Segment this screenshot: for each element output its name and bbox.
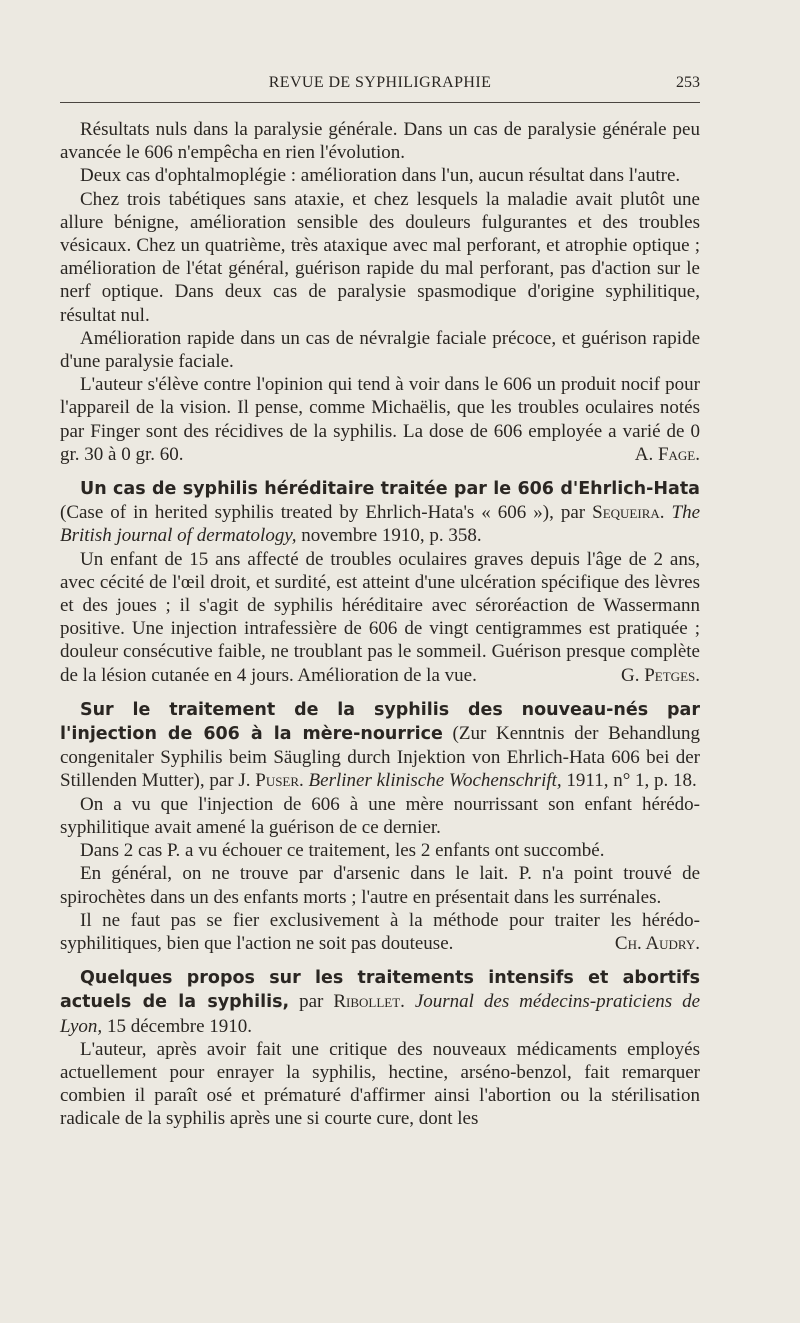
- page-body: [60, 118, 700, 1131]
- article-text: [60, 548, 700, 687]
- article-subtitle: par: [299, 991, 324, 1013]
- article-title: Un cas de syphilis héréditaire traitée par le 606 d'Ehrlich-Hata: [80, 479, 700, 500]
- article-date: 1911, n° 1, p. 18.: [566, 770, 697, 792]
- article-journal: Berliner klinische Wochenschrift,: [308, 770, 562, 792]
- article-journal: The British journal of dermatology,: [60, 502, 701, 547]
- article-title: Sur le traitement de la syphilis des nouveau-nés par l'injection de 606 à la mère-nourrice: [60, 699, 700, 745]
- paragraph-text: Un enfant de 15 ans affecté de troubles oculaires graves depuis l'âge de 2 ans, avec cécité de l'œil droit, et surdité, est atteint d'une ulcération spécifique des lèvres et des joues ; il s'agit de syphilis héréditaire avec séroréaction de Wassermann positive. Une injection intrafessière de 606 de vingt centigrammes est pratiquée ; douleur consécutive faible, ne troublant pas le sommeil. Guérison presque complète de la lésion cutanée en 4 jours. Amélioration de la vue.: [60, 548, 700, 686]
- paragraph-text: L'auteur s'élève contre l'opinion qui tend à voir dans le 606 un produit nocif pour l'appareil de la vision. Il pense, comme Michaëlis, que les troubles oculaires notés par Finger sont des récidives de la syphilis. La dose de 606 employée a varié de 0 gr. 30 à 0 gr. 60.: [60, 374, 700, 465]
- paragraph-text: Il ne faut pas se fier exclusivement à la méthode pour traiter les hérédo-syphilitiques, bien que l'action ne soit pas douteuse.: [60, 909, 700, 954]
- article-title: Quelques propos sur les traitements intensifs et abortifs actuels de la syphilis,: [60, 968, 700, 1013]
- article-subtitle: (Case of in herited syphilis treated by Ehrlich-Hata's « 606 »), par: [60, 502, 586, 524]
- article-header: [60, 698, 700, 793]
- paragraph: Deux cas d'ophtalmoplégie : amélioration dans l'un, aucun résultat dans l'autre.: [80, 165, 681, 187]
- signature: Ch. Audry.: [614, 932, 700, 954]
- paragraph: Résultats nuls dans la paralysie générale. Dans un cas de paralysie générale peu avancée le 606 n'empêcha en rien l'évolution.: [60, 119, 700, 164]
- paragraph: [60, 909, 700, 955]
- article-journal: Journal des médecins-praticiens de Lyon,: [60, 991, 701, 1037]
- article-date: novembre 1910, p. 358.: [301, 525, 482, 547]
- article-subtitle: (Zur Kenntnis der Behandlung congenitaler Syphilis beim Säugling durch Injektion von Ehrlich-Hata 606 bei der Stillenden Mutter), par J.: [60, 723, 701, 792]
- paragraph: En général, on ne trouve par d'arsenic dans le lait. P. n'a point trouvé de spirochètes dans un des enfants morts ; l'autre en présentait dans les surrénales.: [60, 863, 700, 908]
- article-author: Ribollet.: [333, 991, 405, 1013]
- article-review: [60, 477, 700, 687]
- article-review: [60, 698, 700, 955]
- signature: A. Fage.: [634, 443, 700, 465]
- paragraph: Dans 2 cas P. a vu échouer ce traitement, les 2 enfants ont succombé.: [80, 840, 605, 862]
- page-number: 253: [676, 74, 700, 91]
- journal-title: REVUE DE SYPHILIGRAPHIE: [268, 74, 492, 91]
- running-header: [60, 72, 700, 103]
- article-header: [60, 966, 700, 1038]
- article-author: Sequeira.: [592, 502, 665, 524]
- paragraph: Amélioration rapide dans un cas de névralgie faciale précoce, et guérison rapide d'une paralysie faciale.: [60, 327, 700, 373]
- paragraph: L'auteur, après avoir fait une critique des nouveaux médicaments employés actuellement pour enrayer la syphilis, hectine, arséno-benzol, fait remarquer combien il paraît osé et prématuré d'affirmer ainsi l'abortion ou la stérilisation radicale de la syphilis après une si courte cure, dont les: [60, 1038, 700, 1130]
- article-date: 15 décembre 1910.: [106, 1015, 253, 1037]
- article-author: Puser.: [255, 770, 304, 792]
- article-header: [60, 477, 700, 548]
- signature: G. Petges.: [621, 664, 700, 686]
- paragraph: On a vu que l'injection de 606 à une mère nourrissant son enfant hérédo-syphilitique avait amené la guérison de ce dernier.: [60, 793, 700, 838]
- paragraph: [60, 373, 700, 466]
- article-review: [60, 966, 700, 1130]
- paragraph: Chez trois tabétiques sans ataxie, et chez lesquels la maladie avait plutôt une allure bénigne, amélioration sensible des douleurs fulgurantes et des troubles vésicaux. Chez un quatrième, très ataxique avec mal perforant, et atrophie optique ; amélioration de l'état général, guérison rapide du mal perforant, pas d'action sur le nerf optique. Dans deux cas de paralysie spasmodique d'origine syphilitique, résultat nul.: [60, 188, 700, 326]
